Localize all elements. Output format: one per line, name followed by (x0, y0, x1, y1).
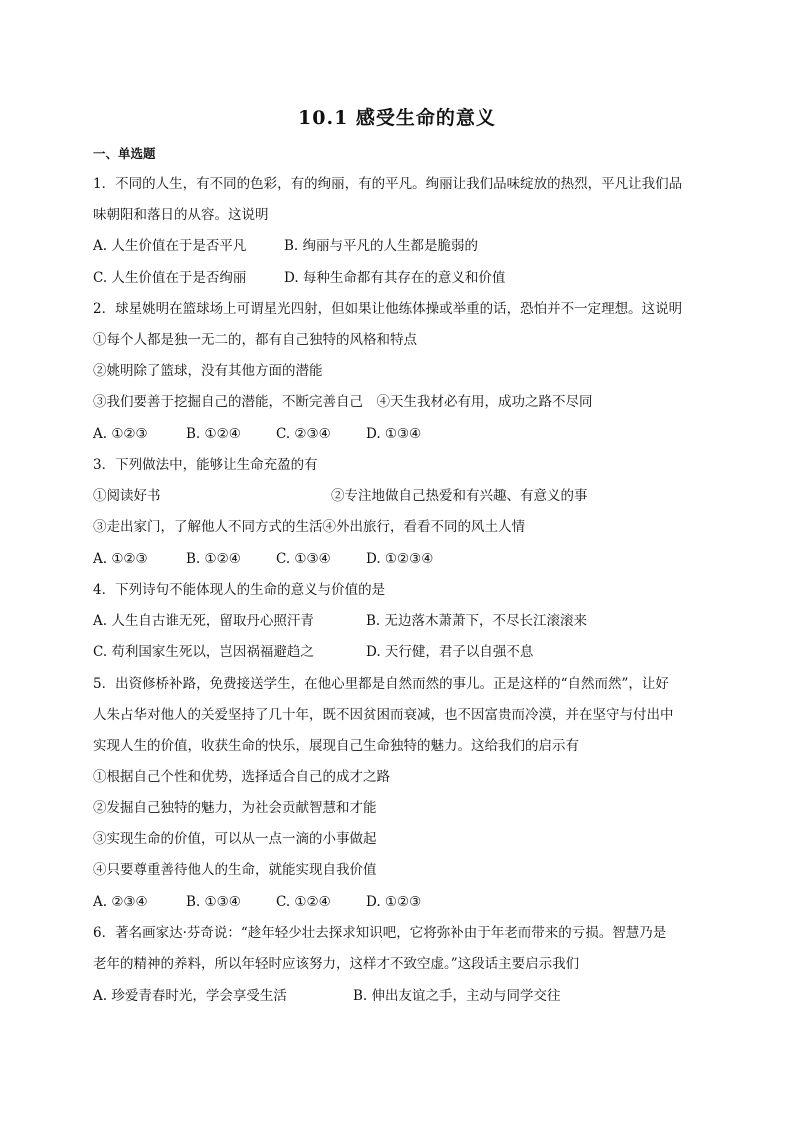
question-5-statement-2: ②发掘自己独特的魅力，为社会贡献智慧和才能 (93, 800, 377, 816)
question-4-stem: 4．下列诗句不能体现人的生命的意义与价值的是 (93, 582, 386, 598)
question-1-stem-line-1: 1．不同的人生，有不同的色彩，有的绚丽，有的平凡。绚丽让我们品味绽放的热烈，平凡让我们品 (93, 176, 683, 192)
question-5-stem-line-3: 实现人生的价值，收获生命的快乐，展现自己生命独特的魅力。这给我们的启示有 (93, 738, 579, 754)
question-2-statement-1: ①每个人都是独一无二的，都有自己独特的风格和特点 (93, 332, 417, 348)
question-5-statement-4: ④只要尊重善待他人的生命，就能实现自我价值 (93, 862, 377, 878)
question-4-option-c: C. 苟利国家生死以，岂因祸福避趋之 (93, 644, 314, 660)
question-3-option-a: A. ①②③ (93, 551, 148, 567)
question-2-option-c: C. ②③④ (276, 426, 331, 442)
question-5-option-c: C. ①②④ (276, 894, 331, 910)
question-5-option-b: B. ①③④ (186, 894, 241, 910)
question-3-statement-2: ②专注地做自己热爱和有兴趣、有意义的事 (331, 488, 588, 504)
question-4-option-b: B. 无边落木萧萧下，不尽长江滚滚来 (366, 613, 588, 629)
question-6-stem-line-2: 老年的精神的养料，所以年轻时应该努力，这样才不致空虚。”这段话主要启示我们 (93, 956, 580, 972)
question-5-option-d: D. ①②③ (366, 894, 422, 910)
question-3-option-c: C. ①③④ (276, 551, 331, 567)
page-title: 10.1 感受生命的意义 (298, 107, 496, 129)
question-5-option-a: A. ②③④ (93, 894, 148, 910)
question-1-option-a: A. 人生价值在于是否平凡 (93, 238, 247, 254)
question-3-stem: 3．下列做法中，能够让生命充盈的有 (93, 457, 318, 473)
question-1-stem-line-2: 味朝阳和落日的从容。这说明 (93, 207, 269, 223)
question-2-option-d: D. ①③④ (366, 426, 422, 442)
question-6-option-a: A. 珍爱青春时光，学会享受生活 (93, 988, 287, 1004)
question-5-stem-line-1: 5．出资修桥补路，免费接送学生，在他心里都是自然而然的事儿。正是这样的“自然而然”，让好 (93, 676, 669, 692)
question-4-option-d: D. 天行健，君子以自强不息 (366, 644, 534, 660)
question-6-stem-line-1: 6．著名画家达·芬奇说：“趁年轻少壮去探求知识吧，它将弥补由于年老而带来的亏损。智慧乃是 (93, 925, 667, 941)
question-3-option-b: B. ①②④ (186, 551, 241, 567)
question-5-statement-3: ③实现生命的价值，可以从一点一滴的小事做起 (93, 831, 377, 847)
question-3-statement-1: ①阅读好书 (93, 488, 161, 504)
question-3-option-d: D. ①②③④ (366, 551, 434, 567)
question-5-stem-line-2: 人朱占华对他人的关爱坚持了几十年，既不因贫困而衰减，也不因富贵而冷漠，并在坚守与付出中 (93, 707, 674, 723)
question-4-option-a: A. 人生自古谁无死，留取丹心照汗青 (93, 613, 314, 629)
question-5-statement-1: ①根据自己个性和优势，选择适合自己的成才之路 (93, 769, 390, 785)
question-1-option-c: C. 人生价值在于是否绚丽 (93, 270, 247, 286)
question-3-statements-3-4: ③走出家门，了解他人不同方式的生活④外出旅行，看看不同的风土人情 (93, 519, 525, 535)
question-1-option-b: B. 绚丽与平凡的人生都是脆弱的 (284, 238, 479, 254)
question-2-statement-2: ②姚明除了篮球，没有其他方面的潜能 (93, 363, 323, 379)
question-2-statements-3-4: ③我们要善于挖掘自己的潜能，不断完善自己 ④天生我材必有用，成功之路不尽同 (93, 394, 593, 410)
question-6-option-b: B. 伸出友谊之手，主动与同学交往 (353, 988, 561, 1004)
question-2-option-a: A. ①②③ (93, 426, 148, 442)
question-2-option-b: B. ①②④ (186, 426, 241, 442)
question-2-stem: 2．球星姚明在篮球场上可谓星光四射，但如果让他练体操或举重的话，恐怕并不一定理想。这说明 (93, 301, 683, 317)
question-1-option-d: D. 每种生命都有其存在的意义和价值 (284, 270, 506, 286)
section-heading: 一、单选题 (93, 146, 156, 161)
